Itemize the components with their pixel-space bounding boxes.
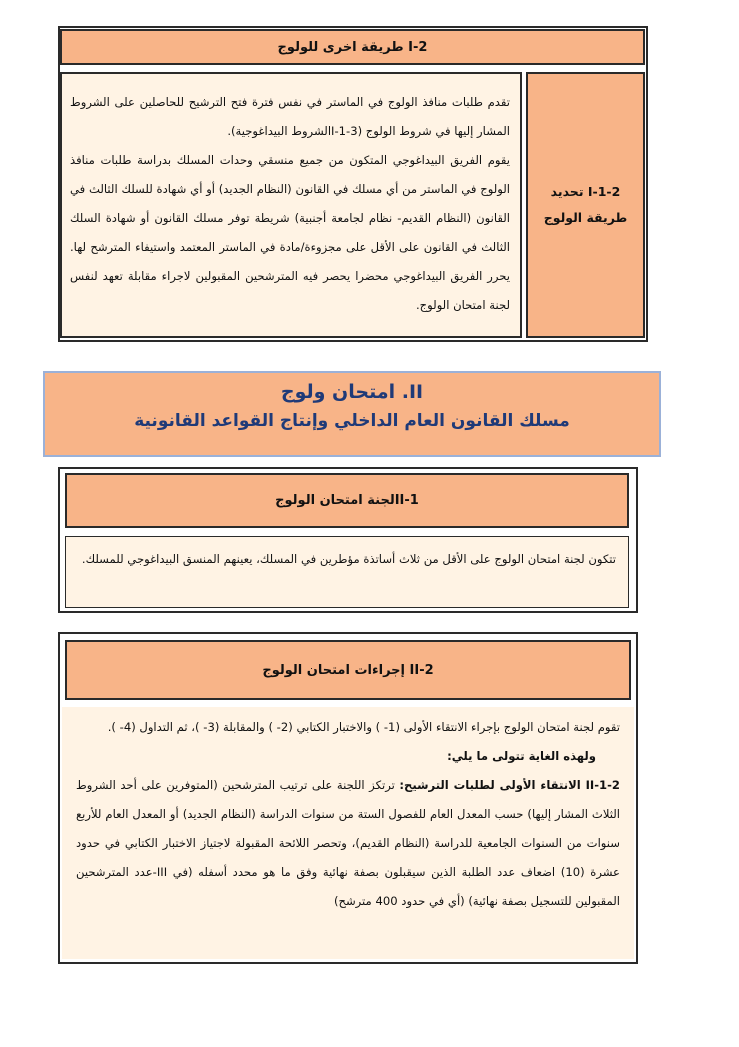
banner-subtitle: مسلك القانون العام الداخلي وإنتاج القواعد القانونية (134, 411, 570, 431)
section-2-body-box (65, 536, 629, 608)
section-3-header-text: 2-II إجراءات امتحان الولوج (262, 662, 434, 678)
section-1-header-text: 2-I طريقة اخرى للولوج (277, 39, 428, 55)
side-label-line-2: طريقة الولوج (543, 210, 628, 225)
section-3-header (65, 640, 631, 700)
section-3-lead (76, 742, 620, 771)
section-1-side-label (526, 72, 645, 338)
section-3-body-box (62, 707, 634, 959)
section-1-header (60, 29, 645, 65)
section-3-item-body: ترتكز اللجنة على ترتيب المترشحين (المتوفرين على أحد الشروط الثلاث المشار إليها) حسب المعدل العام للفصول الستة من سنوات الدراسة (النظام الجديد) أو المعدل العام للأربع سنوات من السنوات الجامعية للدراسة (النظام القديم)، وتحصر اللائحة المقبولة لاجتياز الاختبار الكتابي في حدود عشرة (10) اضعاف عدد الطلبة الذين سيقبلون بصفة نهائية وفق ما هو محدد أسفله (في III-عدد المترشحين المقبولين للتسجيل بصفة نهائية) (أي في حدود 400 مترشح) (76, 778, 620, 908)
banner-title: II. امتحان ولوج (280, 381, 424, 403)
section-1-body (70, 88, 510, 320)
section-3-body (76, 713, 620, 916)
section-3-item (76, 771, 620, 916)
section-2-header (65, 473, 629, 528)
section-2-body: تتكون لجنة امتحان الولوج على الأقل من ثلاث أساتذة مؤطرين في المسلك، يعينهم المنسق البيداغوجي للمسلك. (81, 552, 616, 566)
section-3-intro: تقوم لجنة امتحان الولوج بإجراء الانتقاء الأولى (1- ) والاختبار الكتابي (2- ) والمقابلة (3- )، ثم التداول (4- ). (107, 720, 620, 734)
section-3-lead-text: ولهذه الغاية تتولى ما يلي: (447, 749, 596, 763)
side-label-line-1: 1-2-I تحديد (550, 184, 621, 199)
section-1-paragraph-2: يقوم الفريق البيداغوجي المتكون من جميع منسقي وحدات المسلك بدراسة طلبات منافذ الولوج في الماستر من أي مسلك في القانون (النظام الجديد) أو أي شهادة للسلك الثالث في القانون (النظام القديم- نظام لجامعة أجنبية) شريطة توفر مسلك القانون أو شهادة السلك الثالث في القانون على الأقل على مجزوءة/مادة في الماستر المعتمد واستيفاء المترشح لها. يحرر الفريق البيداغوجي محضرا يحصر فيه المترشحين المقبولين لاجراء مقابلة تعهد لنفس لجنة امتحان الولوج. (70, 153, 510, 312)
section-2-header-text: 1-IIلجنة امتحان الولوج (275, 493, 419, 508)
section-1-paragraph-1: تقدم طلبات منافذ الولوج في الماستر في نفس فترة فتح الترشيح للحاصلين على الشروط المشار إليها في شروط الولوج (I-1-3الشروط البيداغوجية). (70, 95, 510, 138)
section-1-body-box (60, 72, 522, 338)
section-banner (43, 371, 661, 457)
section-3-item-title: 1-2-II الانتقاء الأولى لطلبات الترشيح: (399, 778, 620, 792)
